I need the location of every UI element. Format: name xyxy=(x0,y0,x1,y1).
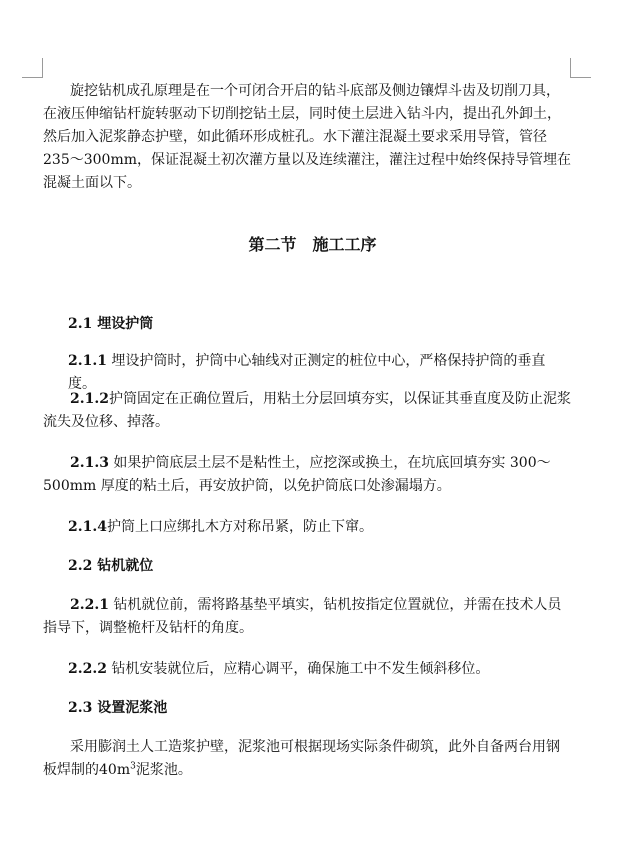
item-number: 2.1.4 xyxy=(68,519,107,535)
paragraph-text-after: 泥浆池。 xyxy=(135,762,192,778)
section-heading xyxy=(0,232,625,255)
item-number: 2.1.3 xyxy=(70,455,109,471)
item-text: 钻机安装就位后，应精心调平，确保施工中不发生倾斜移位。 xyxy=(106,661,490,677)
item-text: 钻机就位前，需将路基垫平填实，钻机按指定位置就位，并需在技术人员指导下，调整桅杆及钻杆的角度。 xyxy=(43,597,562,636)
crop-mark-top-right-vertical xyxy=(570,58,571,78)
section-title: 施工工序 xyxy=(312,235,377,254)
item-text: 护筒固定在正确位置后，用粘土分层回填夯实，以保证其垂直度及防止泥浆流失及位移、掉落。 xyxy=(43,391,571,430)
intro-text: 旋挖钻机成孔原理是在一个可闭合开启的钻斗底部及侧边镶焊斗齿及切削刀具，在液压伸缩钻杆旋转驱动下切削挖钻土层，同时使土层进入钻斗内，提出孔外卸土，然后加入泥浆静态护壁，如此循环形成桩孔。水下灌注混凝土要求采用导管，管径235～300mm，保证混凝土初次灌方量以及连续灌注，灌注过程中始终保持导管埋在混凝土面以下。 xyxy=(43,83,571,191)
item-text: 如果护筒底层土层不是粘性土，应挖深或换土，在坑底回填夯实 300～500mm 厚度的粘土后，再安放护筒，以免护筒底口处渗漏塌方。 xyxy=(43,455,551,494)
item-number: 2.2.2 xyxy=(68,661,107,677)
subheading-2-2: 2.2 钻机就位 xyxy=(68,558,154,574)
intro-paragraph xyxy=(43,80,572,195)
item-text: 护筒上口应绑扎木方对称吊紧，防止下窜。 xyxy=(106,519,373,535)
item-2-1-2 xyxy=(43,388,572,434)
item-2-1-3 xyxy=(43,452,572,498)
section-number: 第二节 xyxy=(248,235,297,254)
item-number: 2.1.1 xyxy=(68,353,107,369)
crop-mark-top-right-horizontal xyxy=(571,77,591,78)
item-2-2-1 xyxy=(43,594,572,640)
item-2-1-4 xyxy=(68,516,572,539)
subheading-2-3: 2.3 设置泥浆池 xyxy=(68,700,168,716)
crop-mark-top-left-horizontal xyxy=(22,77,42,78)
paragraph-2-3 xyxy=(43,736,572,782)
item-2-2-2 xyxy=(68,658,572,681)
subheading-2-1: 2.1 埋设护筒 xyxy=(68,316,154,332)
superscript: 3 xyxy=(130,761,136,772)
crop-mark-top-left-vertical xyxy=(42,58,43,78)
item-text: 埋设护筒时，护筒中心轴线对正测定的桩位中心，严格保持护筒的垂直度。 xyxy=(68,353,546,392)
paragraph-text-before: 采用膨润土人工造浆护壁，泥浆池可根据现场实际条件砌筑，此外自备两台用钢板焊制的40m xyxy=(43,739,560,778)
item-number: 2.2.1 xyxy=(70,597,109,613)
item-number: 2.1.2 xyxy=(70,391,109,407)
